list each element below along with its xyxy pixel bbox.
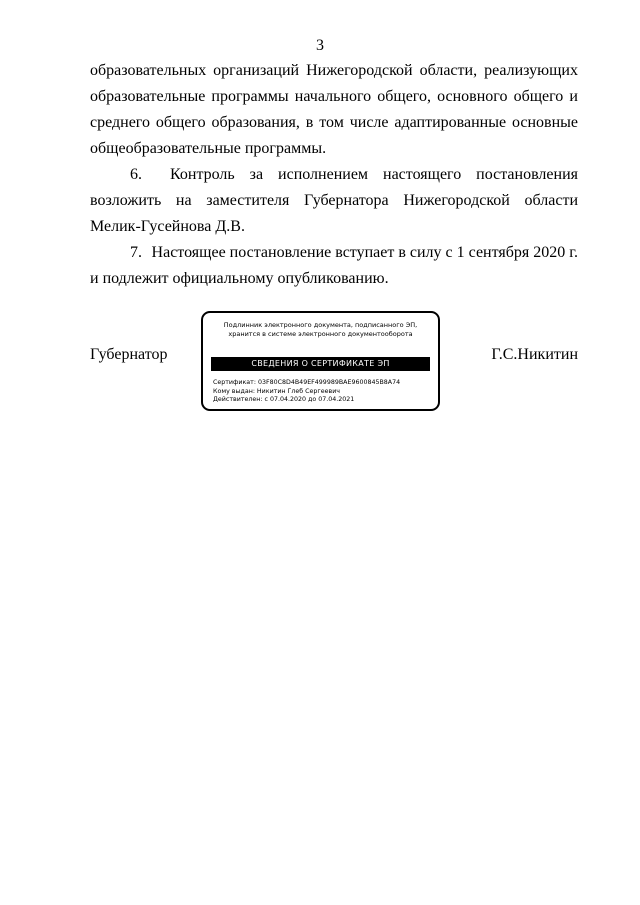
paragraph-number: 6. (130, 166, 142, 183)
text-line: Настоящее постановление вступает в силу с 1 сентября 2020 г. (151, 244, 578, 261)
page-number: 3 (316, 37, 324, 54)
paragraph-number: 7. (130, 244, 142, 261)
stamp-note (203, 321, 438, 339)
signatory-role: Губернатор (90, 346, 168, 363)
text-line: общеобразовательные программы. (90, 140, 327, 157)
certificate-owner: Кому выдан: Никитин Глеб Сергеевич (213, 387, 341, 395)
text-line: возложить на заместителя Губернатора Нижегородской области (90, 192, 578, 209)
text-line: Контроль за исполнением настоящего постановления (170, 166, 578, 183)
paragraph-7-first-line (90, 240, 578, 266)
stamp-header: СВЕДЕНИЯ О СЕРТИФИКАТЕ ЭП (211, 357, 430, 371)
certificate-validity: Действителен: с 07.04.2020 до 07.04.2021 (213, 396, 355, 403)
electronic-signature-stamp (201, 311, 440, 411)
text-line: и подлежит официальному опубликованию. (90, 270, 389, 287)
stamp-details (213, 379, 400, 405)
text-line: образовательных организаций Нижегородской области, реализующих (90, 62, 578, 79)
paragraph-6-first-line (90, 162, 578, 188)
signatory-name: Г.С.Никитин (491, 346, 578, 363)
text-line: образовательные программы начального общего, основного общего и (90, 88, 578, 105)
stamp-note-line: хранится в системе электронного документооборота (228, 330, 413, 338)
stamp-note-line: Подлинник электронного документа, подписанного ЭП, (223, 321, 418, 329)
text-line: Мелик-Гусейнова Д.В. (90, 218, 245, 235)
text-line: среднего общего образования, в том числе адаптированные основные (90, 114, 578, 131)
certificate-number: Сертификат: 03F80C8D4B49EF499989BAE9600845B8A74 (213, 379, 401, 386)
